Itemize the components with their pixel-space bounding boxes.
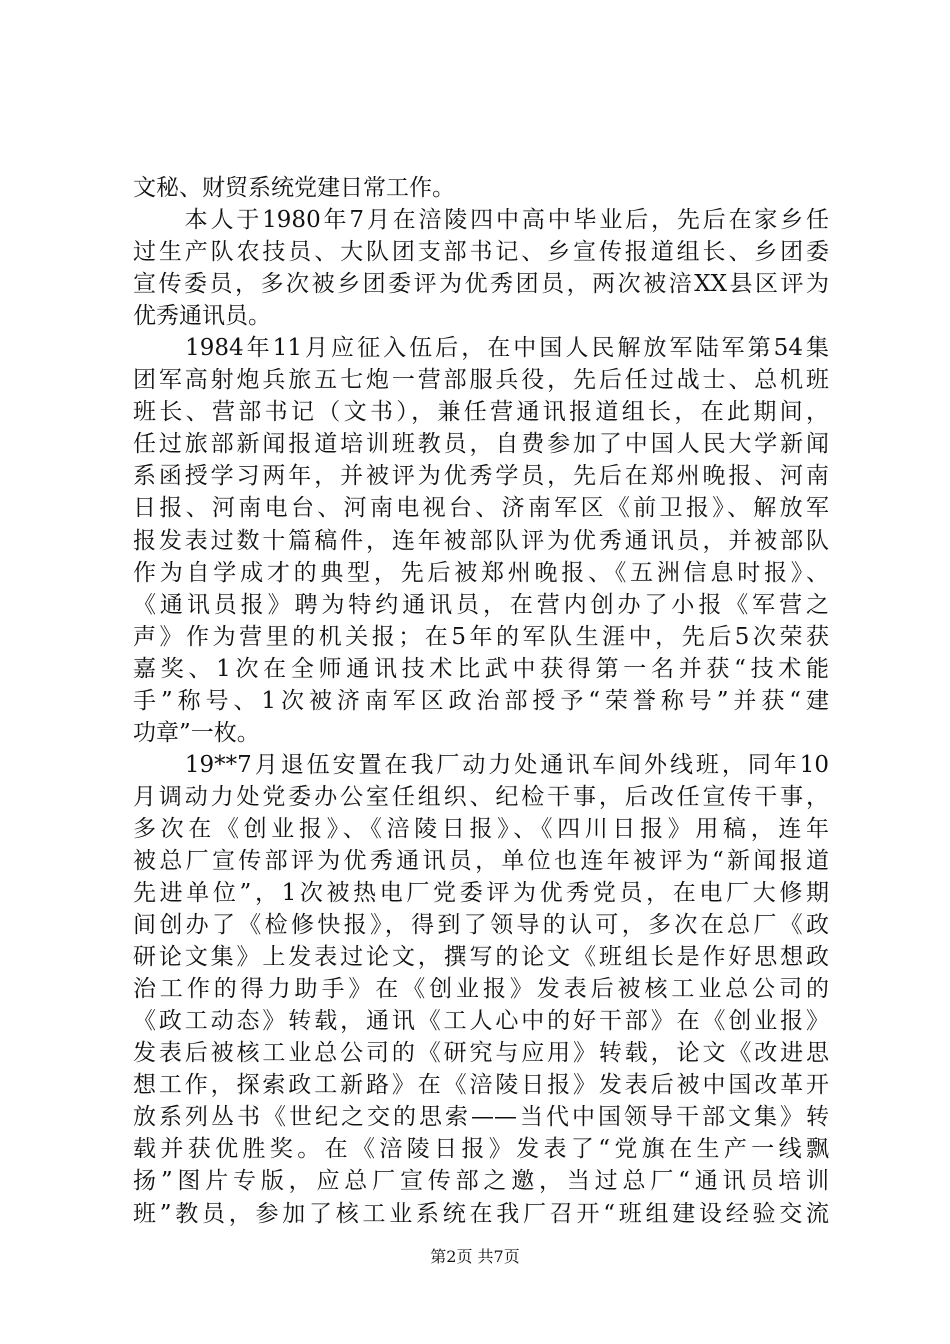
text-line: 嘉奖、1次在全师通讯技术比武中获得第一名并获“技术能	[133, 655, 829, 682]
text-line: 作为自学成才的典型，先后被郑州晚报、《五洲信息时报》、	[133, 559, 829, 586]
text-line: 班长、营部书记（文书），兼任营通讯报道组长，在此期间，	[133, 399, 829, 426]
text-line: 想工作，探索政工新路》在《涪陵日报》发表后被中国改革开	[133, 1072, 829, 1099]
text-line: 过生产队农技员、大队团支部书记、乡宣传报道组长、乡团委	[133, 239, 829, 266]
text-line: 先进单位”，1次被热电厂党委评为优秀党员，在电厂大修期	[133, 880, 829, 907]
text-line: 优秀通讯员。	[133, 303, 271, 330]
text-line: 载并获优胜奖。在《涪陵日报》发表了“党旗在生产一线飘	[133, 1136, 829, 1163]
text-line: 任过旅部新闻报道培训班教员，自费参加了中国人民大学新闻	[133, 431, 829, 458]
text-line: 班”教员，参加了核工业系统在我厂召开“班组建设经验交流	[133, 1200, 829, 1227]
text-line: 报发表过数十篇稿件，连年被部队评为优秀通讯员，并被部队	[133, 527, 829, 554]
text-line: 被总厂宣传部评为优秀通讯员，单位也连年被评为“新闻报道	[133, 847, 829, 874]
text-line: 手”称号、1次被济南军区政治部授予“荣誉称号”并获“建	[133, 687, 829, 714]
document-body	[133, 172, 829, 1230]
text-line: 研论文集》上发表过论文，撰写的论文《班组长是作好思想政	[133, 944, 829, 971]
text-line: 宣传委员，多次被乡团委评为优秀团员，两次被涪XX县区评为	[133, 271, 829, 298]
text-line: 多次在《创业报》、《涪陵日报》、《四川日报》用稿，连年	[133, 815, 829, 842]
text-line: 发表后被核工业总公司的《研究与应用》转载，论文《改进思	[133, 1040, 829, 1067]
text-line: 月调动力处党委办公室任组织、纪检干事，后改任宣传干事，	[133, 783, 829, 810]
text-line: 19**7月退伍安置在我厂动力处通讯车间外线班，同年10	[133, 751, 829, 778]
page-number-footer: 第2页 共7页	[430, 1247, 520, 1266]
text-line: 扬”图片专版，应总厂宣传部之邀，当过总厂“通讯员培训	[133, 1168, 829, 1195]
text-line: 团军高射炮兵旅五七炮一营部服兵役，先后任过战士、总机班	[133, 367, 829, 394]
text-line: 文秘、财贸系统党建日常工作。	[133, 175, 455, 201]
text-line: 《通讯员报》聘为特约通讯员，在营内创办了小报《军营之	[133, 591, 829, 618]
text-line: 1984年11月应征入伍后，在中国人民解放军陆军第54集	[133, 335, 829, 362]
text-line: 《政工动态》转载，通讯《工人心中的好干部》在《创业报》	[133, 1008, 829, 1035]
text-line: 本人于1980年7月在涪陵四中高中毕业后，先后在家乡任	[133, 207, 829, 234]
text-line: 声》作为营里的机关报；在5年的军队生涯中，先后5次荣获	[133, 623, 829, 650]
text-line: 放系列丛书《世纪之交的思索——当代中国领导干部文集》转	[133, 1104, 829, 1131]
text-line: 日报、河南电台、河南电视台、济南军区《前卫报》、解放军	[133, 495, 829, 522]
text-line: 治工作的得力助手》在《创业报》发表后被核工业总公司的	[133, 976, 829, 1003]
text-line: 系函授学习两年，并被评为优秀学员，先后在郑州晚报、河南	[133, 463, 829, 490]
text-line: 间创办了《检修快报》，得到了领导的认可，多次在总厂《政	[133, 912, 829, 939]
text-line: 功章”一枚。	[133, 719, 260, 746]
